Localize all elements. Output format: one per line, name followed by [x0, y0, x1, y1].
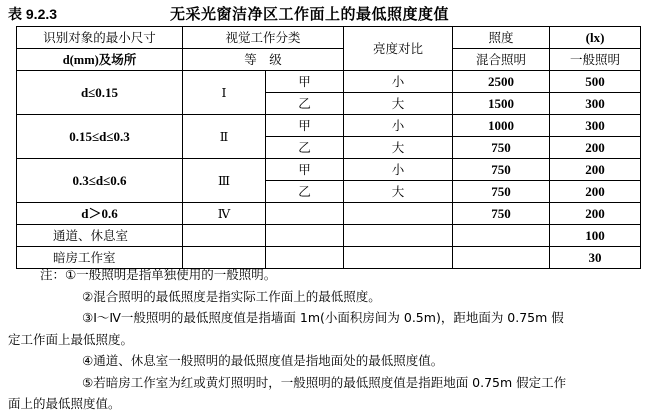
general-cell: 200: [550, 181, 641, 203]
table-row: [17, 203, 641, 225]
note-line: ③Ⅰ～Ⅳ一般照明的最低照度值是指墙面 1m(小面积房间为 0.5m)，距地面为 0.75m 假: [82, 310, 564, 325]
header-illuminance: 照度: [453, 27, 550, 49]
header-size-line2: d(mm)及场所: [17, 49, 183, 71]
table-row: [17, 159, 641, 181]
class-cell: 乙: [266, 137, 344, 159]
note-line: 注：①一般照明是指单独使用的一般照明。: [40, 267, 277, 282]
header-row-1: [17, 27, 641, 49]
header-unit: (lx): [550, 27, 641, 49]
mixed-cell: 750: [453, 203, 550, 225]
table-number: 表 9.2.3: [8, 6, 58, 22]
table-notes: [8, 264, 644, 415]
grade-cell: Ⅲ: [183, 159, 266, 203]
table-title-row: [6, 2, 646, 24]
contrast-cell: 小: [344, 159, 453, 181]
class-cell: 甲: [266, 71, 344, 93]
size-cell: 通道、休息室: [17, 225, 183, 247]
class-cell: [266, 225, 344, 247]
mixed-cell: [453, 225, 550, 247]
table-row: [17, 115, 641, 137]
contrast-cell: 小: [344, 115, 453, 137]
general-cell: 500: [550, 71, 641, 93]
grade-cell: Ⅳ: [183, 203, 266, 225]
table-title: 无采光窗洁净区工作面上的最低照度度值: [170, 5, 450, 23]
header-contrast: 亮度对比: [344, 27, 453, 71]
mixed-cell: 750: [453, 159, 550, 181]
header-general: 一般照明: [550, 49, 641, 71]
note-line: ④通道、休息室一般照明的最低照度值是指地面处的最低照度值。: [82, 353, 444, 368]
general-cell: 100: [550, 225, 641, 247]
illuminance-table: [16, 26, 641, 269]
general-cell: 200: [550, 159, 641, 181]
mixed-cell: 750: [453, 137, 550, 159]
size-cell: d≤0.15: [17, 71, 183, 115]
general-cell: 200: [550, 137, 641, 159]
mixed-cell: 1000: [453, 115, 550, 137]
mixed-cell: 2500: [453, 71, 550, 93]
size-cell: 暗房工作室: [17, 247, 183, 269]
note-line: 定工作面上最低照度。: [8, 331, 134, 347]
size-cell: d＞0.6: [17, 203, 183, 225]
class-cell: 乙: [266, 93, 344, 115]
class-cell: 乙: [266, 181, 344, 203]
note-line: ②混合照明的最低照度是指实际工作面上的最低照度。: [82, 288, 381, 304]
general-cell: 30: [550, 247, 641, 269]
table-row: [17, 71, 641, 93]
table-row: [17, 225, 641, 247]
header-visual-work: 视觉工作分类: [183, 27, 344, 49]
contrast-cell: 大: [344, 93, 453, 115]
general-cell: 300: [550, 115, 641, 137]
mixed-cell: 1500: [453, 93, 550, 115]
grade-cell: Ⅱ: [183, 115, 266, 159]
mixed-cell: 750: [453, 181, 550, 203]
size-cell: 0.15≤d≤0.3: [17, 115, 183, 159]
grade-cell: Ⅰ: [183, 71, 266, 115]
note-line: ⑤若暗房工作室为红或黄灯照明时，一般照明的最低照度值是指距地面 0.75m 假定工作: [82, 374, 567, 390]
class-cell: 甲: [266, 159, 344, 181]
header-mixed: 混合照明: [453, 49, 550, 71]
note-line: 面上的最低照度值。: [8, 396, 121, 411]
class-cell: [266, 203, 344, 225]
contrast-cell: 大: [344, 137, 453, 159]
class-cell: 甲: [266, 115, 344, 137]
size-cell: 0.3≤d≤0.6: [17, 159, 183, 203]
header-size-line1: 识别对象的最小尺寸: [17, 27, 183, 49]
general-cell: 200: [550, 203, 641, 225]
general-cell: 300: [550, 93, 641, 115]
header-row-2: [17, 49, 641, 71]
contrast-cell: [344, 203, 453, 225]
contrast-cell: 小: [344, 71, 453, 93]
header-grade: 等 级: [183, 49, 344, 71]
contrast-cell: 大: [344, 181, 453, 203]
grade-cell: [183, 225, 266, 247]
contrast-cell: [344, 225, 453, 247]
